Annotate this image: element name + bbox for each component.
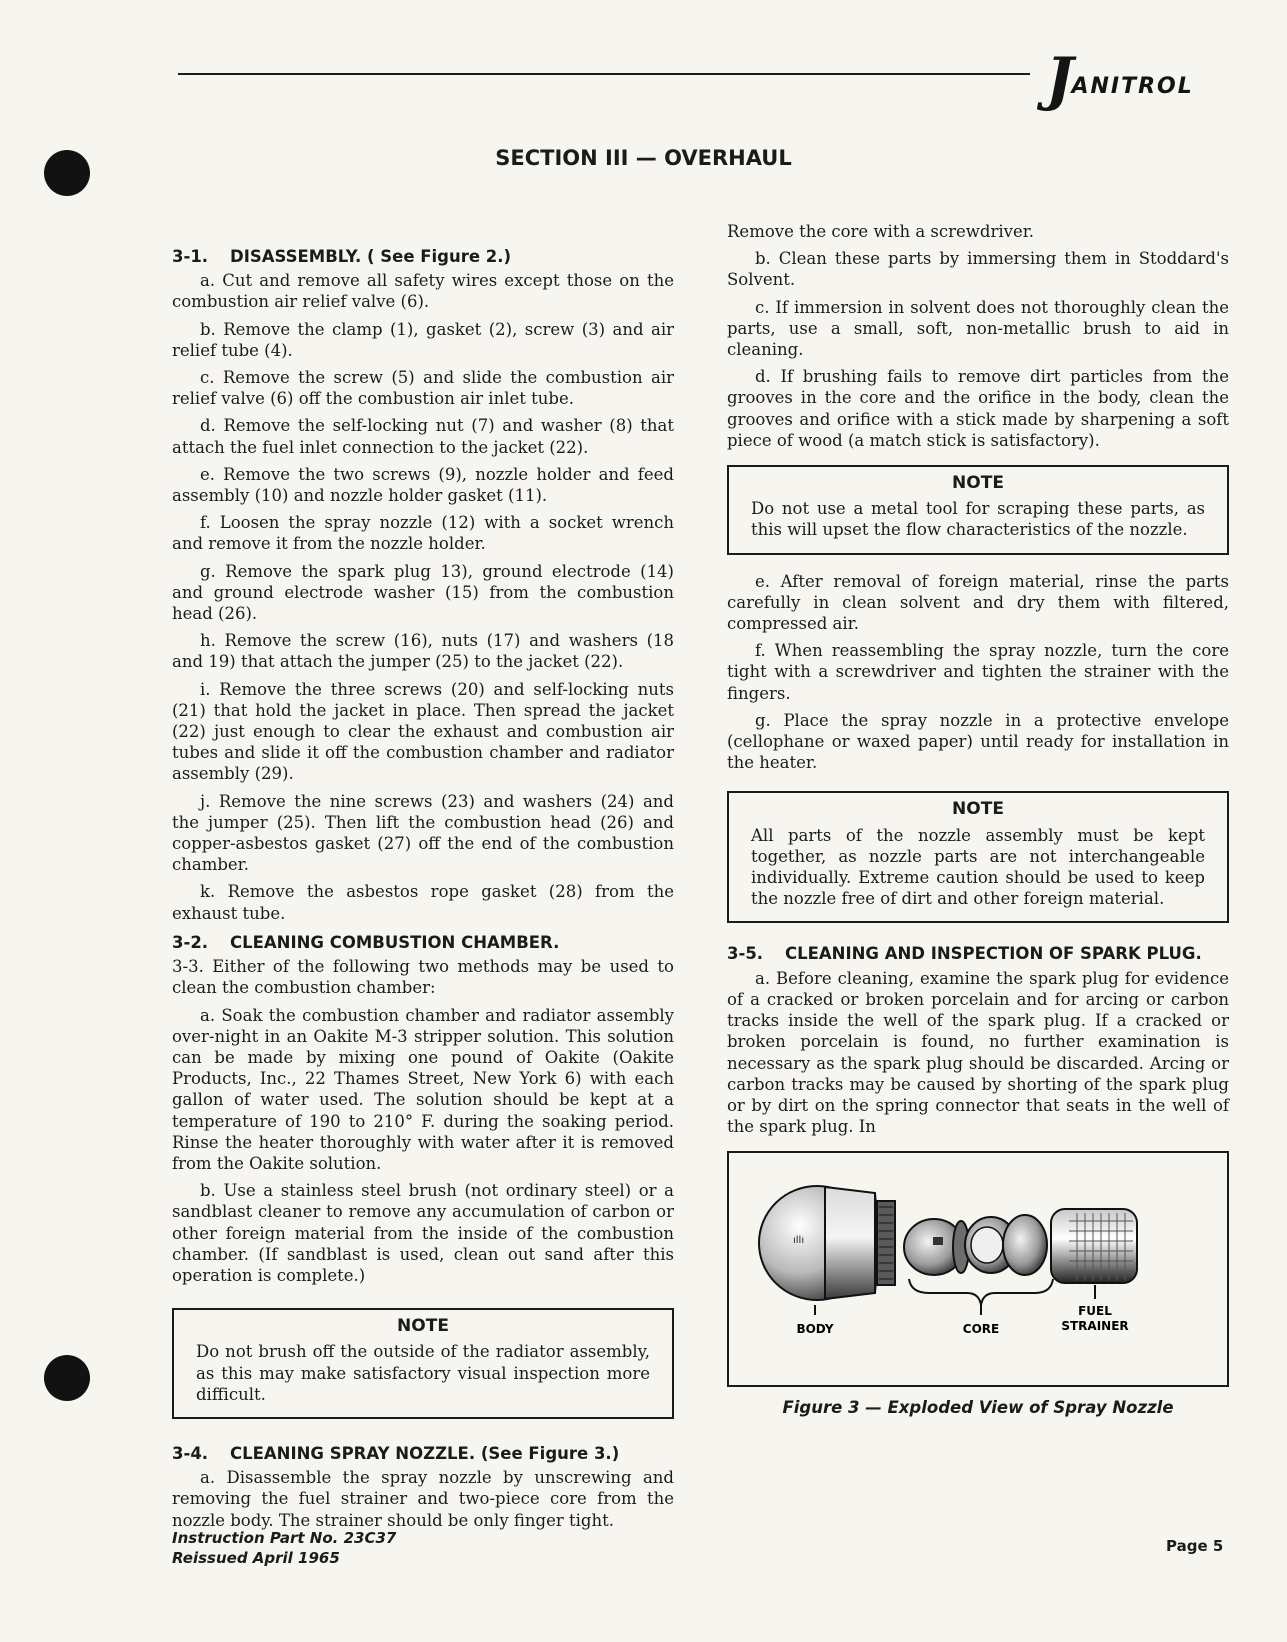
step-3-5-a: a. Before cleaning, examine the spark plug for evidence of a cracked or broken porcelain and for arcing or carbon tracks inside the well of the spark plug. If a cracked or broken porcelain is found, no further examination is necessary as the spark plug should be discarded. Arcing or carbon tracks may be caused by shorting of the spark plug or by dirt on the spring connector that seats in the well of the spark plug. In bbox=[727, 968, 1229, 1137]
left-column bbox=[172, 246, 674, 1537]
step-3-1-b: b. Remove the clamp (1), gasket (2), screw (3) and air relief tube (4). bbox=[172, 319, 674, 360]
step-3-4-c: c. If immersion in solvent does not thoroughly clean the parts, use a small, soft, non-metallic brush to aid in cleaning. bbox=[727, 297, 1229, 360]
brand-initial: J bbox=[1046, 45, 1076, 113]
heading-title: CLEANING COMBUSTION CHAMBER. bbox=[230, 932, 560, 952]
heading-3-4 bbox=[172, 1443, 674, 1464]
reissue-date: Reissued April 1965 bbox=[172, 1549, 340, 1567]
step-3-1-k: k. Remove the asbestos rope gasket (28) from the exhaust tube. bbox=[172, 882, 674, 923]
step-3-4-d: d. If brushing fails to remove dirt particles from the grooves in the core and the orifice in the body, clean the grooves and orifice with a stick made by sharpening a soft piece of wood (a match stick is satisfactory). bbox=[727, 367, 1229, 450]
figure-3-box bbox=[727, 1151, 1229, 1387]
step-3-4-g: g. Place the spray nozzle in a protective envelope (cellophane or waxed paper) until ready for installation in the heater. bbox=[727, 710, 1229, 773]
note-text: All parts of the nozzle assembly must be kept together, as nozzle parts are not interchangeable individually. Extreme caution should be used to keep the nozzle free of dirt and other foreign material. bbox=[751, 825, 1205, 909]
step-3-1-e: e. Remove the two screws (9), nozzle holder and feed assembly (10) and nozzle holder gasket (11). bbox=[172, 464, 674, 506]
brand-rest: ANITROL bbox=[1071, 74, 1194, 99]
page-number: Page 5 bbox=[1166, 1537, 1224, 1555]
step-3-3-b: b. Use a stainless steel brush (not ordinary steel) or a sandblast cleaner to remove any accumulation of carbon or other foreign material from the inside of the combustion chamber. (If sandblast is used, clean out sand after this operation is complete.) bbox=[172, 1181, 674, 1285]
step-3-1-d: d. Remove the self-locking nut (7) and washer (8) that attach the fuel inlet connection to the jacket (22). bbox=[172, 416, 674, 457]
binder-hole-bottom bbox=[44, 1355, 90, 1401]
heading-title: CLEANING AND INSPECTION OF SPARK PLUG. bbox=[785, 944, 1202, 964]
heading-number: 3-2. bbox=[172, 932, 209, 952]
nozzle-core-part-2 bbox=[965, 1215, 1047, 1275]
heading-number: 3-1. bbox=[172, 247, 209, 266]
step-3-3-a: a. Soak the combustion chamber and radiator assembly over-night in an Oakite M-3 stripper solution. This solution can be made by mixing one pound of Oakite (Oakite Products, Inc., 22 Thames Street, New York 6) with each gallon of water used. The solution should be kept at a temperature of 190 to 210° F. during the soaking period. Rinse the heater thoroughly with water after it is removed from the Oakite solution. bbox=[172, 1005, 674, 1173]
step-3-4-a-continued: Remove the core with a screwdriver. bbox=[727, 222, 1035, 241]
brand-logo bbox=[1046, 45, 1194, 113]
part-number: Instruction Part No. 23C37 bbox=[172, 1529, 397, 1547]
note-box-radiator bbox=[172, 1308, 674, 1419]
figure-label-fuel: FUEL bbox=[1078, 1304, 1112, 1319]
fuel-strainer-part bbox=[1051, 1209, 1137, 1283]
footer-left bbox=[172, 1528, 396, 1568]
heading-3-1 bbox=[172, 246, 674, 267]
core-bracket bbox=[909, 1279, 1053, 1305]
note-text: Do not brush off the outside of the radiator assembly, as this may make satisfactory visual inspection more difficult. bbox=[196, 1342, 650, 1404]
section-title: SECTION III — OVERHAUL bbox=[495, 146, 792, 170]
figure-label-core: CORE bbox=[962, 1322, 1000, 1337]
svg-text:ıllı: ıllı bbox=[793, 1235, 805, 1247]
step-3-1-c: c. Remove the screw (5) and slide the combustion air relief valve (6) off the combustion air inlet tube. bbox=[172, 368, 674, 409]
note-title: NOTE bbox=[952, 799, 1004, 820]
step-3-1-a: a. Cut and remove all safety wires except those on the combustion air relief valve (6). bbox=[172, 271, 674, 312]
heading-number: 3-4. bbox=[172, 1443, 209, 1463]
figure-label-body: BODY bbox=[796, 1322, 834, 1337]
step-3-4-f: f. When reassembling the spray nozzle, turn the core tight with a screwdriver and tighten the strainer with the fingers. bbox=[727, 641, 1229, 703]
heading-3-2 bbox=[172, 932, 674, 953]
step-3-1-j: j. Remove the nine screws (23) and washers (24) and the jumper (25). Then lift the combustion head (26) and copper-asbestos gasket (27) off the end of the combustion chamber. bbox=[172, 791, 674, 875]
right-column bbox=[727, 221, 1229, 1419]
note-box-metal-tool bbox=[727, 465, 1229, 555]
step-3-1-f: f. Loosen the spray nozzle (12) with a socket wrench and remove it from the nozzle holder. bbox=[172, 513, 674, 554]
step-3-4-a: a. Disassemble the spray nozzle by unscrewing and removing the fuel strainer and two-piece core from the nozzle body. The strainer should be only finger tight. bbox=[172, 1468, 674, 1530]
step-3-4-e: e. After removal of foreign material, rinse the parts carefully in clean solvent and dry them with filtered, compressed air. bbox=[727, 571, 1229, 634]
step-3-1-i: i. Remove the three screws (20) and self-locking nuts (21) that hold the jacket in place. Then spread the jacket (22) just enough to clear the exhaust and combustion air tubes and slide it off the combustion chamber and radiator assembly (29). bbox=[172, 679, 674, 784]
heading-number: 3-5. bbox=[727, 944, 764, 964]
header-rule bbox=[178, 73, 1030, 75]
nozzle-body-part bbox=[759, 1186, 895, 1300]
figure-label-strainer: STRAINER bbox=[1061, 1319, 1129, 1334]
heading-3-5 bbox=[727, 943, 1229, 964]
step-3-4-b: b. Clean these parts by immersing them in Stoddard's Solvent. bbox=[727, 249, 1229, 290]
step-3-1-g: g. Remove the spark plug 13), ground electrode (14) and ground electrode washer (15) from the combustion head (26). bbox=[172, 561, 674, 624]
note-title: NOTE bbox=[952, 473, 1004, 494]
heading-title: DISASSEMBLY. ( See Figure 2.) bbox=[230, 247, 512, 266]
heading-title: CLEANING SPRAY NOZZLE. (See Figure 3.) bbox=[230, 1443, 620, 1463]
figure-3-caption: Figure 3 — Exploded View of Spray Nozzle bbox=[782, 1398, 1174, 1418]
note-box-nozzle-parts bbox=[727, 791, 1229, 923]
spray-nozzle-illustration bbox=[729, 1153, 1227, 1381]
para-3-3-intro: 3-3. Either of the following two methods may be used to clean the combustion chamber: bbox=[172, 957, 674, 998]
note-text: Do not use a metal tool for scraping these parts, as this will upset the flow characteristics of the nozzle. bbox=[751, 499, 1205, 540]
note-title: NOTE bbox=[397, 1316, 449, 1337]
nozzle-core-part-1 bbox=[904, 1219, 969, 1275]
step-3-1-h: h. Remove the screw (16), nuts (17) and washers (18 and 19) that attach the jumper (25) to the jacket (22). bbox=[172, 631, 674, 672]
